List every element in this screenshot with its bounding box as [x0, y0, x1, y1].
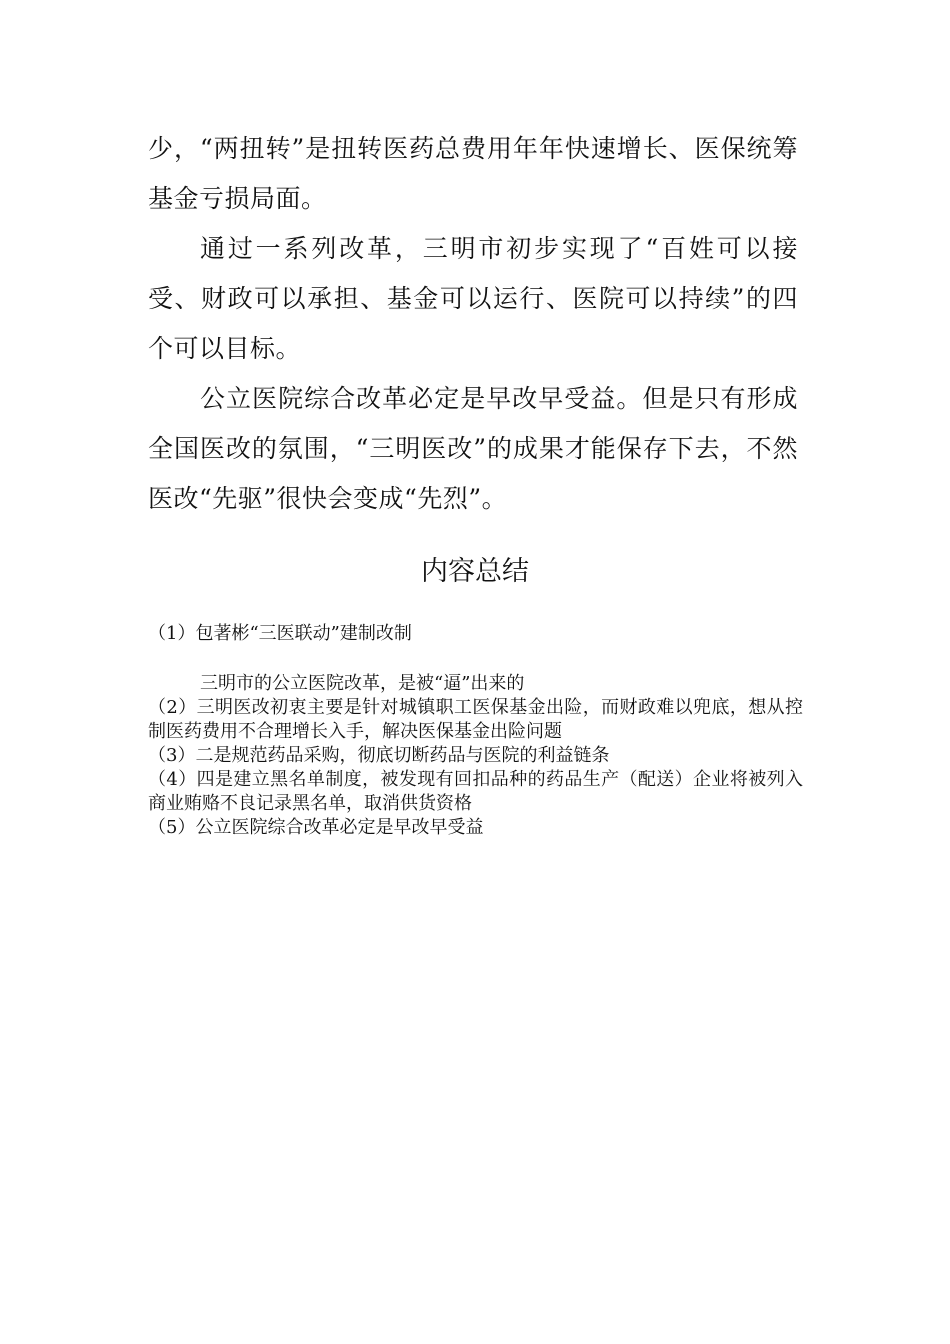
paragraph: 少，“两扭转”是扭转医药总费用年年快速增长、医保统筹基金亏损局面。	[148, 134, 798, 213]
body-text	[148, 124, 798, 524]
summary-list	[148, 622, 803, 840]
summary-item: 三明市的公立医院改革，是被“逼”出来的	[200, 673, 525, 694]
paragraph: 通过一系列改革，三明市初步实现了“百姓可以接受、财政可以承担、基金可以运行、医院可以持续”的四个可以目标。	[148, 234, 798, 363]
summary-item: （5）公立医院综合改革必定是早改早受益	[148, 817, 484, 838]
summary-item: （2）三明医改初衷主要是针对城镇职工医保基金出险，而财政难以兜底，想从控制医药费用不合理增长入手，解决医保基金出险问题	[148, 697, 803, 742]
paragraph: 公立医院综合改革必定是早改早受益。但是只有形成全国医改的氛围，“三明医改”的成果才能保存下去，不然医改“先驱”很快会变成“先烈”。	[148, 384, 798, 513]
summary-item: （4）四是建立黑名单制度，被发现有回扣品种的药品生产（配送）企业将被列入商业贿赂不良记录黑名单，取消供货资格	[148, 769, 803, 814]
summary-title: 内容总结	[421, 556, 529, 587]
summary-item: （3）二是规范药品采购，彻底切断药品与医院的利益链条	[148, 745, 610, 766]
summary-item: （1）包著彬“三医联动”建制改制	[148, 623, 412, 644]
